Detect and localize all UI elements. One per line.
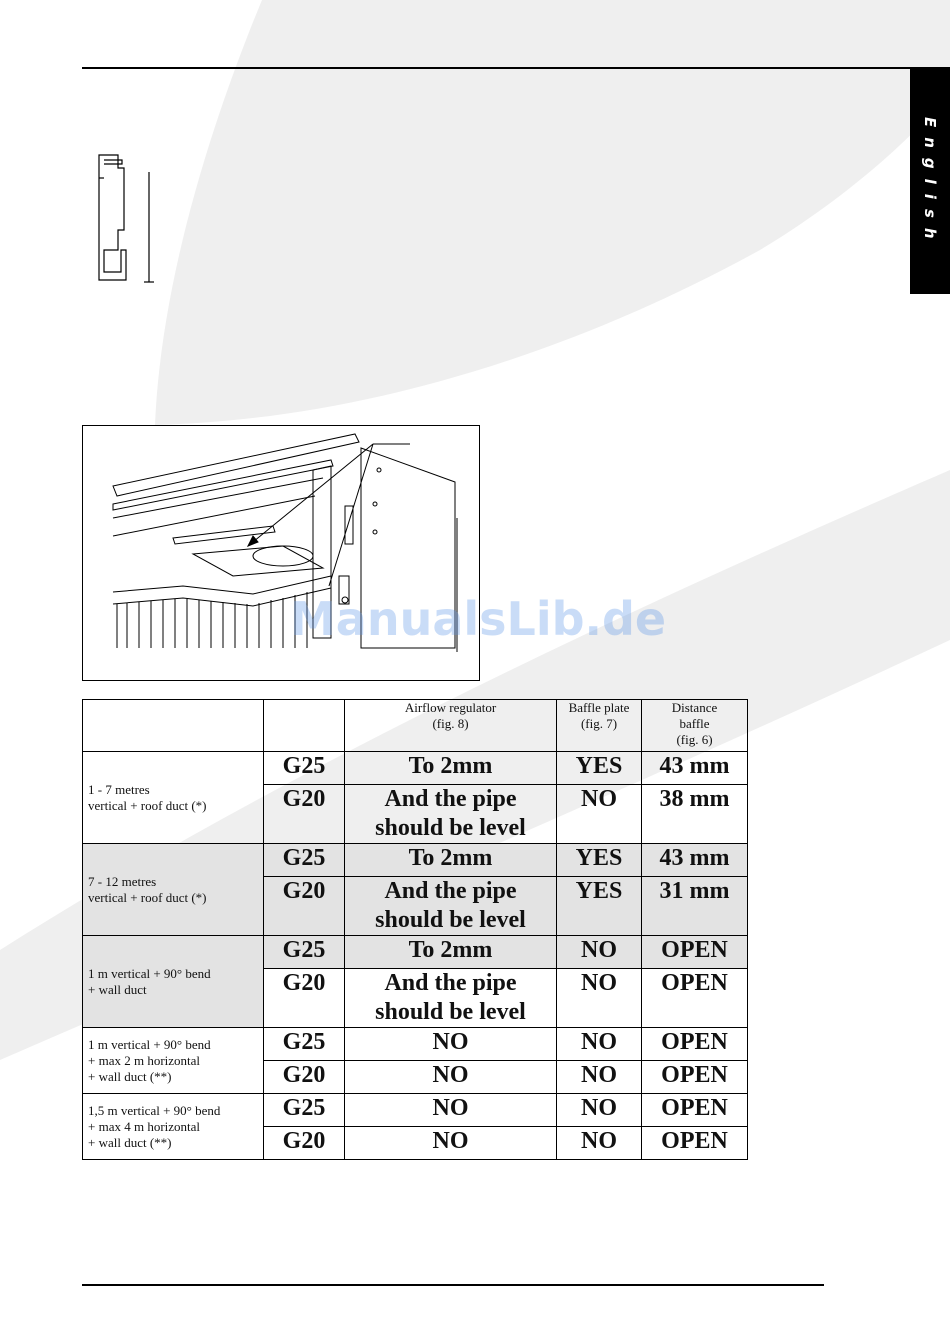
airflow-line: should be level (375, 999, 526, 1025)
table-header-row (83, 700, 748, 752)
airflow-cell: To 2mm (345, 844, 557, 877)
gas-cell: G25 (264, 752, 345, 785)
config-line: 1 m vertical + 90° bend (88, 965, 211, 981)
header-airflow-regulator (345, 700, 557, 752)
airflow-cell: NO (345, 1127, 557, 1160)
airflow-cell: To 2mm (345, 752, 557, 785)
airflow-line: And the pipe (384, 786, 517, 812)
config-line: + wall duct (88, 981, 147, 997)
watermark: ManualsLib.de (290, 592, 667, 646)
gas-cell: G20 (264, 1127, 345, 1160)
header-distance-line2: baffle (679, 716, 710, 731)
baffle-profile-drawing (96, 150, 158, 285)
distance-cell: OPEN (642, 936, 748, 969)
airflow-cell: NO (345, 1028, 557, 1061)
config-cell (83, 1094, 264, 1160)
config-line: + max 2 m horizontal (88, 1052, 201, 1068)
gas-cell: G25 (264, 1094, 345, 1127)
distance-cell: OPEN (642, 1094, 748, 1127)
gas-cell: G20 (264, 785, 345, 844)
header-configuration (83, 700, 264, 752)
airflow-cell: To 2mm (345, 936, 557, 969)
gas-cell: G20 (264, 1061, 345, 1094)
config-line: 1,5 m vertical + 90° bend (88, 1102, 221, 1118)
distance-cell: OPEN (642, 1061, 748, 1094)
baffle-plate-cell: NO (557, 785, 642, 844)
airflow-line: And the pipe (384, 970, 517, 996)
header-distance-line1: Distance (671, 700, 718, 715)
gas-cell: G25 (264, 844, 345, 877)
config-cell (83, 844, 264, 936)
distance-cell: 38 mm (642, 785, 748, 844)
airflow-cell: NO (345, 1061, 557, 1094)
baffle-plate-cell: NO (557, 1094, 642, 1127)
config-line: + wall duct (**) (88, 1068, 172, 1084)
header-distance-baffle (642, 700, 748, 752)
config-line: 1 - 7 metres (88, 781, 150, 797)
config-line: vertical + roof duct (*) (88, 889, 207, 905)
table-row (83, 844, 748, 877)
language-tab-label: English (921, 117, 939, 249)
airflow-cell (345, 877, 557, 936)
config-line: + wall duct (**) (88, 1134, 172, 1150)
distance-cell: 43 mm (642, 752, 748, 785)
distance-cell: OPEN (642, 1127, 748, 1160)
baffle-plate-cell: NO (557, 1127, 642, 1160)
gas-cell: G25 (264, 936, 345, 969)
distance-cell: 31 mm (642, 877, 748, 936)
header-baffle-plate (557, 700, 642, 752)
airflow-line: should be level (375, 815, 526, 841)
header-rule (82, 67, 950, 69)
header-distance-ref: (fig. 6) (676, 732, 713, 747)
airflow-cell (345, 969, 557, 1028)
config-line: 1 m vertical + 90° bend (88, 1036, 211, 1052)
header-baffle-ref: (fig. 7) (580, 716, 618, 731)
distance-cell: 43 mm (642, 844, 748, 877)
airflow-cell (345, 785, 557, 844)
header-airflow-title: Airflow regulator (404, 700, 497, 715)
config-line: 7 - 12 metres (88, 873, 157, 889)
table-row (83, 1028, 748, 1061)
language-tab (910, 69, 950, 294)
distance-cell: OPEN (642, 1028, 748, 1061)
table-row (83, 1094, 748, 1127)
airflow-line: should be level (375, 907, 526, 933)
config-line: + max 4 m horizontal (88, 1118, 201, 1134)
gas-cell: G25 (264, 1028, 345, 1061)
airflow-cell: NO (345, 1094, 557, 1127)
baffle-plate-cell: YES (557, 844, 642, 877)
header-baffle-title: Baffle plate (568, 700, 630, 715)
table-row (83, 752, 748, 785)
distance-cell: OPEN (642, 969, 748, 1028)
table-row (83, 936, 748, 969)
flue-settings-table (82, 699, 748, 1160)
footer-rule (82, 1284, 824, 1286)
config-line: vertical + roof duct (*) (88, 797, 207, 813)
baffle-plate-cell: YES (557, 752, 642, 785)
header-gas (264, 700, 345, 752)
header-airflow-ref: (fig. 8) (432, 716, 469, 731)
baffle-plate-cell: NO (557, 936, 642, 969)
config-cell (83, 1028, 264, 1094)
baffle-plate-cell: YES (557, 877, 642, 936)
airflow-line: And the pipe (384, 878, 517, 904)
config-cell (83, 936, 264, 1028)
gas-cell: G20 (264, 877, 345, 936)
baffle-plate-cell: NO (557, 969, 642, 1028)
config-cell (83, 752, 264, 844)
baffle-plate-cell: NO (557, 1028, 642, 1061)
baffle-plate-cell: NO (557, 1061, 642, 1094)
gas-cell: G20 (264, 969, 345, 1028)
